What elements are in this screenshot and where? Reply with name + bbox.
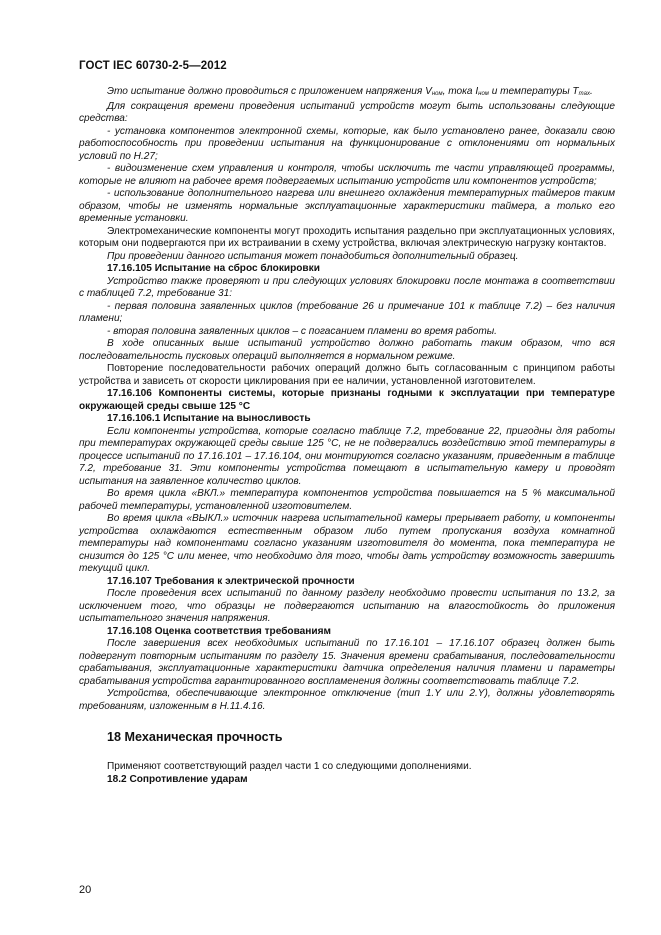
paragraph: Электромеханические компоненты могут проходить испытания раздельно при эксплуатационных условиях, которым они подвергаются при их встраивании в схему устройства, включая электрическую нагрузку контактов.	[79, 225, 615, 249]
standard-header: ГОСТ IEC 60730-2-5—2012	[79, 60, 227, 72]
section-heading: 17.16.108 Оценка соответствия требованиям	[107, 625, 331, 637]
list-item: - использование дополнительного нагрева или внешнего охлаждения температурных таймеров таким образом, чтобы не изменять нормальные эксплуатационные характеристики таймера, а только его временные установки.	[79, 188, 615, 224]
section-heading: 17.16.106 Компоненты системы, которые признаны годными к эксплуатации при температуре окружающей среды свыше 125 °С	[79, 388, 615, 412]
section-heading: 18.2 Сопротивление ударам	[107, 773, 248, 785]
list-item: - первая половина заявленных циклов (требование 26 и примечание 101 к таблице 7.2) – без наличия пламени;	[79, 300, 615, 324]
paragraph: При проведении данного испытания может понадобиться дополнительный образец.	[107, 250, 519, 262]
paragraph: Для сокращения времени проведения испытаний устройств могут быть использованы следующие средства:	[79, 100, 615, 124]
paragraph: После проведения всех испытаний по данному разделу необходимо провести испытания по 13.2, за исключением того, что образцы не подвергаются испытанию на влагостойкость до приложения испытательного значения напряжения.	[79, 588, 615, 624]
section-heading: 17.16.107 Требования к электрической прочности	[107, 575, 355, 587]
paragraph: Если компоненты устройства, которые согласно таблице 7.2, требование 22, пригодны для работы при температурах окружающей среды свыше 125 °С, не не подвергались воздействию этой температуры в процессе испытаний по 17.16.101 – 17.16.104, они монтируются согласно указаниям, приведенным в таблице 7.2, требование 31. Эти компоненты устройства помещают в испытательную камеру и проводят испытания на заявленное количество циклов.	[79, 425, 615, 487]
list-item: - установка компонентов электронной схемы, которые, как было установлено ранее, доказали свою работоспособность при проведении испытания на функционирование с отклонениями от нормальных условий по Н.27;	[79, 125, 615, 162]
page-number: 20	[79, 884, 92, 896]
paragraph-test-voltage: Это испытание должно проводиться с приложением напряжения Vном, тока Iном и температуры Tmax.	[107, 86, 593, 97]
paragraph: Применяют соответствующий раздел части 1 со следующими дополнениями.	[107, 761, 472, 772]
paragraph: Устройства, обеспечивающие электронное отключение (тип 1.Y или 2.Y), должны удовлетворять требованиям, изложенным в Н.11.4.16.	[79, 688, 615, 712]
paragraph: Во время цикла «ВЫКЛ.» источник нагрева испытательной камеры прерывает работу, и компоненты устройства охлаждаются естественным образом либо путем пропускания воздуха комнатной температуры над компонентами согласно указаниям изготовителя до момента, пока температура не снизится до 125 °С или менее, что необходимо для того, чтобы дать устройству возможность завершить текущий цикл.	[79, 513, 615, 574]
document-body	[79, 86, 615, 786]
paragraph: В ходе описанных выше испытаний устройство должно работать таким образом, что вся последовательность пусковых операций выполняется в нормальном режиме.	[79, 338, 615, 362]
section-heading: 17.16.105 Испытание на сброс блокировки	[107, 263, 320, 274]
list-item: - видоизменение схем управления и контроля, чтобы исключить те части управляющей программы, которые не влияют на рабочее время подвергаемых испытанию устройств или компонентов устройств;	[79, 163, 615, 187]
section-18-heading: 18 Механическая прочность	[107, 730, 283, 744]
paragraph: Повторение последовательности рабочих операций должно быть согласованным с принципом работы устройства и зависеть от скорости циклирования при ее наличии, установленной изготовителем.	[79, 363, 615, 387]
section-heading: 17.16.106.1 Испытание на выносливость	[107, 413, 311, 424]
paragraph: После завершения всех необходимых испытаний по 17.16.101 – 17.16.107 образец должен быть подвергнут повторным испытаниям по разделу 15. Значения времени срабатывания, последовательности срабатывания, эксплуатационные характеристики датчика определения наличия пламени и параметры срабатывания устройства гарантированного воспламенения должны соответствовать таблице 7.2.	[79, 638, 615, 687]
paragraph: Во время цикла «ВКЛ.» температура компонентов устройства повышается на 5 % максимальной рабочей температуры, установленной изготовителем.	[79, 488, 615, 512]
paragraph: Устройство также проверяют и при следующих условиях блокировки после монтажа в соответствии с таблицей 7.2, требование 31:	[79, 275, 615, 299]
list-item: - вторая половина заявленных циклов – с погасанием пламени во время работы.	[107, 325, 497, 337]
